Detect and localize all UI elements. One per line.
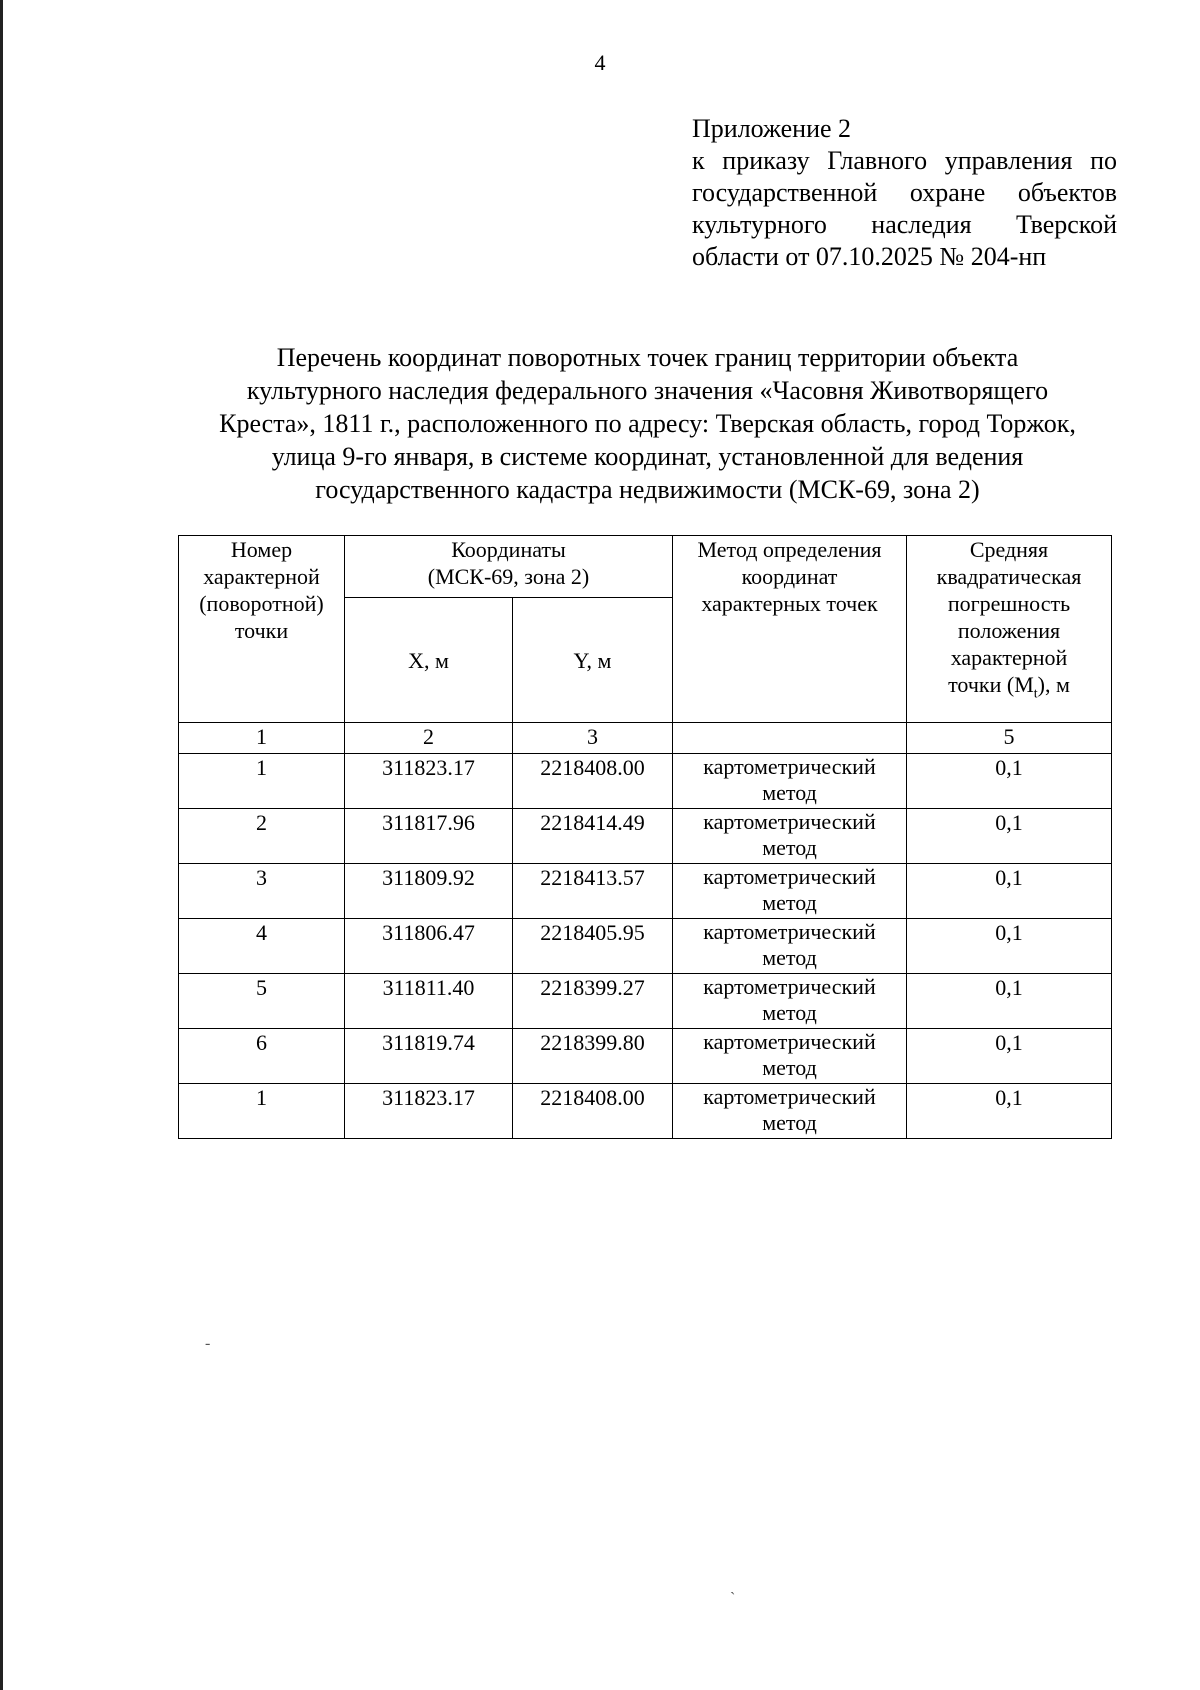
title-line: культурного наследия федерального значения «Часовня Животворящего (246, 376, 1049, 405)
header-text: характерной (950, 645, 1068, 670)
header-subscript: t (1033, 686, 1038, 702)
cell-error: 0,1 (907, 974, 1112, 1029)
cell-error: 0,1 (907, 919, 1112, 974)
method-text: метод (762, 1055, 817, 1080)
method-text: картометрический (703, 809, 876, 834)
method-text: картометрический (703, 919, 876, 944)
cell-method (673, 864, 907, 919)
method-text: картометрический (703, 1029, 876, 1054)
column-number-row (179, 723, 1112, 754)
method-text: метод (762, 835, 817, 860)
cell-point-number: 3 (179, 864, 345, 919)
scan-speck: ` (730, 1590, 736, 1607)
header-coordinates (345, 536, 673, 598)
scan-speck: - (205, 1335, 211, 1352)
cell-method (673, 809, 907, 864)
method-text: картометрический (703, 754, 876, 779)
title-line: улица 9-го января, в системе координат, установленной для ведения (271, 442, 1024, 471)
header-error (907, 536, 1112, 723)
header-y: Y, м (513, 598, 673, 723)
cell-x: 311819.74 (345, 1029, 513, 1084)
cell-point-number: 5 (179, 974, 345, 1029)
table-row (179, 974, 1112, 1029)
method-text: картометрический (703, 974, 876, 999)
header-text: Координаты (451, 537, 566, 562)
column-number (673, 723, 907, 754)
cell-method (673, 919, 907, 974)
method-text: метод (762, 1110, 817, 1135)
table-row (179, 754, 1112, 809)
header-text: Номер (230, 537, 293, 562)
header-text: Средняя (969, 537, 1049, 562)
table-row (179, 864, 1112, 919)
cell-y: 2218414.49 (513, 809, 673, 864)
column-number: 1 (179, 723, 345, 754)
header-text: точки (M (948, 672, 1034, 697)
appendix-title: Приложение 2 (692, 114, 852, 143)
table-row (179, 919, 1112, 974)
method-text: метод (762, 780, 817, 805)
cell-error: 0,1 (907, 1084, 1112, 1139)
title-line: Перечень координат поворотных точек границ территории объекта (276, 343, 1019, 372)
table-row (179, 1084, 1112, 1139)
cell-error: 0,1 (907, 809, 1112, 864)
header-text: квадратическая (936, 564, 1082, 589)
method-text: метод (762, 945, 817, 970)
cell-method (673, 974, 907, 1029)
cell-y: 2218413.57 (513, 864, 673, 919)
appendix-line: области от 07.10.2025 № 204-нп (692, 242, 1047, 271)
cell-method (673, 1084, 907, 1139)
header-text: (МСК-69, зона 2) (427, 564, 590, 589)
document-title (170, 341, 1125, 506)
cell-x: 311823.17 (345, 754, 513, 809)
column-number: 2 (345, 723, 513, 754)
coordinates-table (178, 535, 1112, 1139)
header-text: (поворотной) (199, 591, 324, 616)
cell-method (673, 754, 907, 809)
cell-point-number: 2 (179, 809, 345, 864)
scan-left-edge (0, 0, 3, 1690)
column-number: 5 (907, 723, 1112, 754)
header-text: положения (957, 618, 1061, 643)
cell-method (673, 1029, 907, 1084)
cell-x: 311806.47 (345, 919, 513, 974)
cell-y: 2218405.95 (513, 919, 673, 974)
header-text: характерных точек (701, 591, 878, 616)
cell-error: 0,1 (907, 754, 1112, 809)
method-text: метод (762, 890, 817, 915)
cell-x: 311817.96 (345, 809, 513, 864)
title-line: Креста», 1811 г., расположенного по адресу: Тверская область, город Торжок, (219, 409, 1076, 438)
table-row (179, 1029, 1112, 1084)
header-text (907, 671, 1111, 707)
header-text: ), м (1037, 672, 1070, 697)
cell-point-number: 1 (179, 754, 345, 809)
cell-x: 311811.40 (345, 974, 513, 1029)
title-line: государственного кадастра недвижимости (МСК-69, зона 2) (315, 475, 980, 504)
cell-point-number: 6 (179, 1029, 345, 1084)
cell-error: 0,1 (907, 1029, 1112, 1084)
table-header-row (179, 536, 1112, 598)
cell-x: 311809.92 (345, 864, 513, 919)
header-text: точки (234, 618, 289, 643)
header-x: X, м (345, 598, 513, 723)
appendix-line: к приказу Главного управления по (692, 146, 1117, 175)
appendix-line: культурного наследия Тверской (692, 210, 1117, 239)
header-text: погрешность (947, 591, 1071, 616)
method-text: картометрический (703, 1084, 876, 1109)
header-method (673, 536, 907, 723)
cell-y: 2218399.27 (513, 974, 673, 1029)
cell-x: 311823.17 (345, 1084, 513, 1139)
header-point-number (179, 536, 345, 723)
cell-error: 0,1 (907, 864, 1112, 919)
page-number: 4 (594, 50, 606, 75)
header-text: характерной (203, 564, 320, 589)
appendix-line: государственной охране объектов (692, 178, 1117, 207)
cell-point-number: 4 (179, 919, 345, 974)
cell-y: 2218408.00 (513, 1084, 673, 1139)
table-row (179, 809, 1112, 864)
appendix-block (692, 113, 1117, 273)
header-text: координат (741, 564, 838, 589)
cell-y: 2218399.80 (513, 1029, 673, 1084)
method-text: метод (762, 1000, 817, 1025)
cell-y: 2218408.00 (513, 754, 673, 809)
method-text: картометрический (703, 864, 876, 889)
cell-point-number: 1 (179, 1084, 345, 1139)
header-text: Метод определения (697, 537, 882, 562)
column-number: 3 (513, 723, 673, 754)
